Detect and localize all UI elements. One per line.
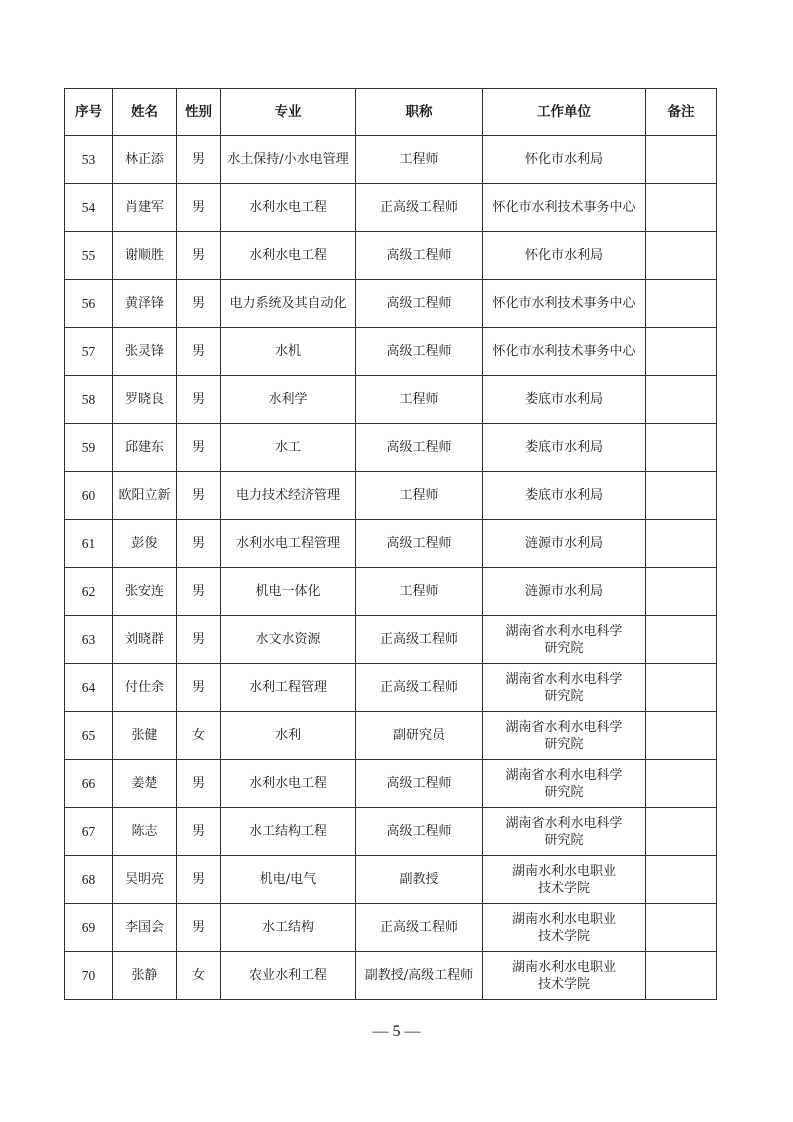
cell-gender: 男 <box>177 568 221 616</box>
cell-name: 彭俊 <box>113 520 177 568</box>
cell-title: 高级工程师 <box>356 808 483 856</box>
table-row <box>65 136 717 184</box>
cell-gender: 男 <box>177 904 221 952</box>
cell-major: 水利水电工程 <box>221 184 356 232</box>
cell-title: 副研究员 <box>356 712 483 760</box>
header-remark: 备注 <box>646 89 717 136</box>
cell-name: 姜楚 <box>113 760 177 808</box>
table-row <box>65 808 717 856</box>
header-gender: 性别 <box>177 89 221 136</box>
cell-remark <box>646 616 717 664</box>
cell-gender: 男 <box>177 184 221 232</box>
cell-gender: 男 <box>177 232 221 280</box>
table-row <box>65 760 717 808</box>
table-row <box>65 856 717 904</box>
cell-index: 67 <box>65 808 113 856</box>
cell-remark <box>646 664 717 712</box>
cell-remark <box>646 520 717 568</box>
cell-unit-line: 湖南省水利水电科学 <box>505 767 623 783</box>
header-name: 姓名 <box>113 89 177 136</box>
cell-index: 61 <box>65 520 113 568</box>
table-row <box>65 472 717 520</box>
cell-major: 农业水利工程 <box>221 952 356 1000</box>
cell-major: 机电/电气 <box>221 856 356 904</box>
cell-unit-line: 研究院 <box>544 736 584 752</box>
cell-unit-line: 湖南水利水电职业 <box>511 959 616 975</box>
cell-remark <box>646 184 717 232</box>
cell-remark <box>646 136 717 184</box>
cell-major: 水工 <box>221 424 356 472</box>
cell-unit-line: 娄底市水利局 <box>524 488 603 503</box>
cell-remark <box>646 760 717 808</box>
cell-remark <box>646 232 717 280</box>
cell-unit <box>483 280 646 328</box>
cell-unit <box>483 184 646 232</box>
roster-sheet <box>64 88 716 1000</box>
cell-title: 工程师 <box>356 136 483 184</box>
cell-remark <box>646 280 717 328</box>
page-number: — 5 — <box>372 1023 421 1040</box>
cell-major: 机电一体化 <box>221 568 356 616</box>
cell-gender: 男 <box>177 616 221 664</box>
table-row <box>65 904 717 952</box>
cell-gender: 男 <box>177 856 221 904</box>
cell-unit-line: 研究院 <box>544 784 584 800</box>
cell-major: 水利 <box>221 712 356 760</box>
cell-unit-line: 湖南省水利水电科学 <box>505 815 623 831</box>
cell-title: 高级工程师 <box>356 280 483 328</box>
cell-gender: 男 <box>177 808 221 856</box>
cell-unit <box>483 808 646 856</box>
cell-remark <box>646 712 717 760</box>
cell-title: 正高级工程师 <box>356 184 483 232</box>
table-row <box>65 520 717 568</box>
cell-gender: 男 <box>177 520 221 568</box>
cell-remark <box>646 328 717 376</box>
cell-gender: 男 <box>177 376 221 424</box>
cell-index: 68 <box>65 856 113 904</box>
cell-name: 张静 <box>113 952 177 1000</box>
cell-title: 高级工程师 <box>356 328 483 376</box>
cell-gender: 女 <box>177 952 221 1000</box>
cell-index: 60 <box>65 472 113 520</box>
cell-index: 65 <box>65 712 113 760</box>
cell-title: 工程师 <box>356 376 483 424</box>
cell-unit <box>483 664 646 712</box>
cell-remark <box>646 376 717 424</box>
cell-name: 李国会 <box>113 904 177 952</box>
cell-major: 电力技术经济管理 <box>221 472 356 520</box>
cell-gender: 男 <box>177 424 221 472</box>
cell-name: 罗晓良 <box>113 376 177 424</box>
cell-unit-line: 怀化市水利技术事务中心 <box>492 296 636 311</box>
cell-unit <box>483 520 646 568</box>
cell-remark <box>646 808 717 856</box>
cell-unit-line: 娄底市水利局 <box>524 392 603 407</box>
cell-gender: 男 <box>177 664 221 712</box>
cell-index: 55 <box>65 232 113 280</box>
cell-index: 64 <box>65 664 113 712</box>
cell-unit-line: 湖南省水利水电科学 <box>505 623 623 639</box>
cell-unit <box>483 952 646 1000</box>
cell-unit-line: 湖南水利水电职业 <box>511 863 616 879</box>
cell-unit-line: 技术学院 <box>537 976 590 992</box>
cell-index: 62 <box>65 568 113 616</box>
cell-index: 54 <box>65 184 113 232</box>
cell-title: 高级工程师 <box>356 232 483 280</box>
cell-remark <box>646 568 717 616</box>
cell-unit-line: 研究院 <box>544 688 584 704</box>
cell-major: 水工结构工程 <box>221 808 356 856</box>
cell-unit-line: 技术学院 <box>537 928 590 944</box>
cell-title: 工程师 <box>356 472 483 520</box>
header-unit: 工作单位 <box>483 89 646 136</box>
cell-index: 69 <box>65 904 113 952</box>
cell-unit-line: 涟源市水利局 <box>524 584 603 599</box>
cell-unit <box>483 232 646 280</box>
cell-name: 欧阳立新 <box>113 472 177 520</box>
cell-major: 水利学 <box>221 376 356 424</box>
table-row <box>65 376 717 424</box>
cell-major: 水土保持/小水电管理 <box>221 136 356 184</box>
cell-unit <box>483 472 646 520</box>
cell-unit-line: 怀化市水利局 <box>524 152 603 167</box>
cell-index: 63 <box>65 616 113 664</box>
cell-major: 水利工程管理 <box>221 664 356 712</box>
cell-title: 高级工程师 <box>356 760 483 808</box>
cell-unit <box>483 568 646 616</box>
cell-major: 水机 <box>221 328 356 376</box>
cell-remark <box>646 424 717 472</box>
cell-unit-line: 娄底市水利局 <box>524 440 603 455</box>
cell-unit <box>483 136 646 184</box>
table-row <box>65 184 717 232</box>
header-title: 职称 <box>356 89 483 136</box>
header-index: 序号 <box>65 89 113 136</box>
table-body <box>65 136 717 1000</box>
cell-title: 高级工程师 <box>356 424 483 472</box>
table-header-row <box>65 89 717 136</box>
cell-unit <box>483 904 646 952</box>
cell-title: 工程师 <box>356 568 483 616</box>
cell-name: 林正添 <box>113 136 177 184</box>
cell-unit-line: 湖南省水利水电科学 <box>505 719 623 735</box>
cell-gender: 男 <box>177 328 221 376</box>
table-row <box>65 712 717 760</box>
cell-unit-line: 湖南水利水电职业 <box>511 911 616 927</box>
table-row <box>65 616 717 664</box>
table-row <box>65 664 717 712</box>
cell-unit-line: 怀化市水利技术事务中心 <box>492 200 636 215</box>
cell-title: 正高级工程师 <box>356 904 483 952</box>
cell-unit <box>483 856 646 904</box>
cell-unit-line: 研究院 <box>544 640 584 656</box>
header-major: 专业 <box>221 89 356 136</box>
cell-name: 张安连 <box>113 568 177 616</box>
cell-gender: 男 <box>177 136 221 184</box>
cell-unit-line: 研究院 <box>544 832 584 848</box>
cell-gender: 男 <box>177 280 221 328</box>
cell-gender: 女 <box>177 712 221 760</box>
cell-title: 高级工程师 <box>356 520 483 568</box>
cell-major: 水文水资源 <box>221 616 356 664</box>
cell-title: 副教授 <box>356 856 483 904</box>
cell-unit-line: 怀化市水利局 <box>524 248 603 263</box>
cell-title: 正高级工程师 <box>356 616 483 664</box>
cell-name: 肖建军 <box>113 184 177 232</box>
cell-index: 57 <box>65 328 113 376</box>
cell-remark <box>646 472 717 520</box>
cell-unit-line: 湖南省水利水电科学 <box>505 671 623 687</box>
cell-name: 刘晓群 <box>113 616 177 664</box>
cell-index: 70 <box>65 952 113 1000</box>
cell-major: 电力系统及其自动化 <box>221 280 356 328</box>
cell-major: 水利水电工程 <box>221 232 356 280</box>
cell-remark <box>646 904 717 952</box>
cell-unit <box>483 616 646 664</box>
table-row <box>65 232 717 280</box>
cell-title: 正高级工程师 <box>356 664 483 712</box>
cell-unit <box>483 712 646 760</box>
cell-name: 张健 <box>113 712 177 760</box>
cell-name: 陈志 <box>113 808 177 856</box>
expert-roster-table <box>64 88 717 1000</box>
cell-index: 58 <box>65 376 113 424</box>
cell-unit <box>483 328 646 376</box>
cell-major: 水利水电工程管理 <box>221 520 356 568</box>
cell-gender: 男 <box>177 472 221 520</box>
cell-unit <box>483 760 646 808</box>
table-row <box>65 424 717 472</box>
table-row <box>65 280 717 328</box>
cell-index: 66 <box>65 760 113 808</box>
cell-name: 吴明亮 <box>113 856 177 904</box>
cell-index: 59 <box>65 424 113 472</box>
cell-unit-line: 涟源市水利局 <box>524 536 603 551</box>
cell-unit <box>483 376 646 424</box>
cell-name: 谢顺胜 <box>113 232 177 280</box>
cell-title: 副教授/高级工程师 <box>356 952 483 1000</box>
cell-name: 张灵锋 <box>113 328 177 376</box>
cell-remark <box>646 856 717 904</box>
cell-major: 水工结构 <box>221 904 356 952</box>
cell-name: 邱建东 <box>113 424 177 472</box>
cell-unit-line: 技术学院 <box>537 880 590 896</box>
cell-index: 53 <box>65 136 113 184</box>
table-row <box>65 952 717 1000</box>
cell-name: 黄泽锋 <box>113 280 177 328</box>
cell-remark <box>646 952 717 1000</box>
cell-gender: 男 <box>177 760 221 808</box>
cell-major: 水利水电工程 <box>221 760 356 808</box>
table-row <box>65 328 717 376</box>
cell-index: 56 <box>65 280 113 328</box>
cell-name: 付仕余 <box>113 664 177 712</box>
cell-unit-line: 怀化市水利技术事务中心 <box>492 344 636 359</box>
table-row <box>65 568 717 616</box>
cell-unit <box>483 424 646 472</box>
